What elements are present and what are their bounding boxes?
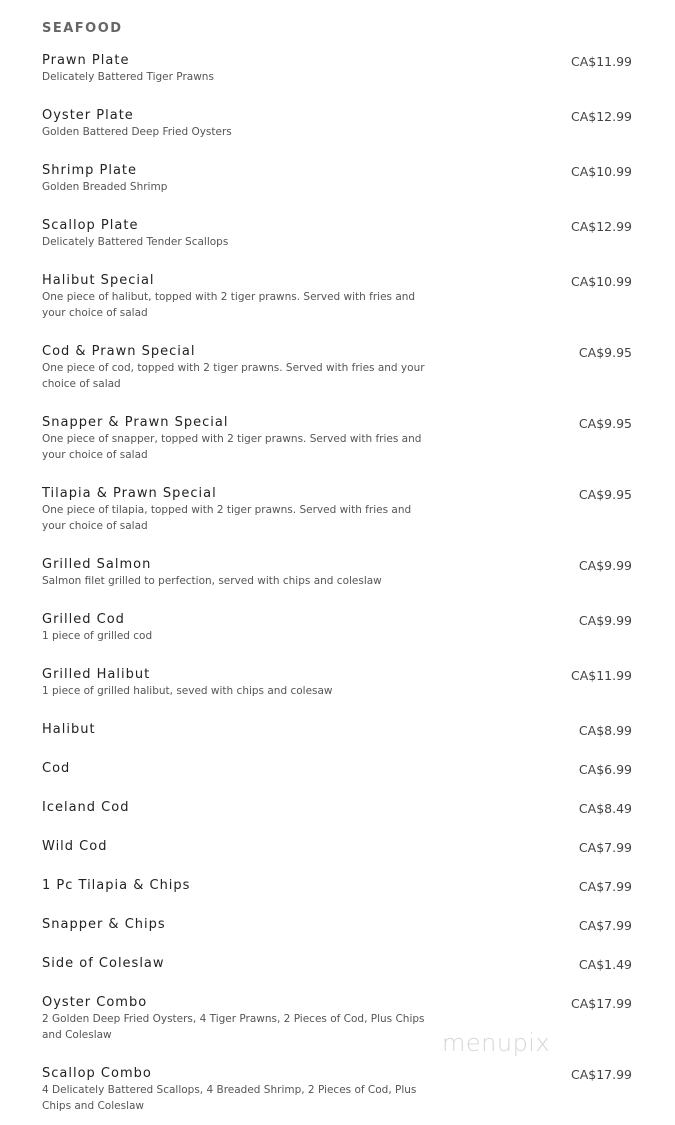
menu-item-name: Scallop Combo xyxy=(42,1066,152,1081)
menu-item xyxy=(42,557,632,589)
menu-item-name: Oyster Combo xyxy=(42,995,148,1010)
menu-item-price: CA$9.95 xyxy=(578,345,632,360)
menu-item xyxy=(42,273,632,321)
menu-item-description: 1 piece of grilled halibut, seved with chips and colesaw xyxy=(42,685,333,697)
menu-item-price: CA$9.99 xyxy=(578,558,632,573)
menu-item xyxy=(42,761,632,777)
menu-item-description: 4 Delicately Battered Scallops, 4 Breaded Shrimp, 2 Pieces of Cod, Plus Chips and Coleslaw xyxy=(42,1084,417,1112)
menu-item-name: Iceland Cod xyxy=(42,800,130,815)
menu-item xyxy=(42,839,632,855)
menu-item-description: One piece of snapper, topped with 2 tiger prawns. Served with fries and your choice of salad xyxy=(42,433,422,461)
menu-item-name: Grilled Salmon xyxy=(42,557,152,572)
menu-item-description: Delicately Battered Tender Scallops xyxy=(42,236,229,248)
menu-item-name: Snapper & Chips xyxy=(42,917,166,932)
menu-item-description: Delicately Battered Tiger Prawns xyxy=(42,71,214,83)
menu-item-price: CA$17.99 xyxy=(570,1067,632,1082)
menu-item-name: Grilled Halibut xyxy=(42,667,151,682)
menu-item-price: CA$10.99 xyxy=(570,274,632,289)
menu-item-name: Oyster Plate xyxy=(42,108,134,123)
menu-item-name: Prawn Plate xyxy=(42,53,130,68)
watermark-logo: menupix xyxy=(442,1029,551,1057)
menu-item-name: 1 Pc Tilapia & Chips xyxy=(42,878,191,893)
menu-item-name: Wild Cod xyxy=(42,839,108,854)
menu-item-price: CA$17.99 xyxy=(570,996,632,1011)
menu-item-price: CA$9.95 xyxy=(578,487,632,502)
menu-item-name: Grilled Cod xyxy=(42,612,125,627)
menu-item xyxy=(42,486,632,534)
menu-item-price: CA$7.99 xyxy=(578,918,632,933)
menu-item-price: CA$7.99 xyxy=(578,840,632,855)
menu-item-price: CA$9.95 xyxy=(578,416,632,431)
menu-item-price: CA$12.99 xyxy=(570,109,632,124)
section-title: SEAFOOD xyxy=(42,21,123,36)
menu-item xyxy=(42,612,632,644)
menu-item-price: CA$11.99 xyxy=(570,668,632,683)
menu-item-price: CA$11.99 xyxy=(570,54,632,69)
menu-item-name: Snapper & Prawn Special xyxy=(42,415,229,430)
menu-item-description: Golden Breaded Shrimp xyxy=(42,181,168,193)
menu-item-name: Halibut xyxy=(42,722,96,737)
menu-item xyxy=(42,800,632,816)
menu-item-name: Side of Coleslaw xyxy=(42,956,165,971)
menu-item xyxy=(42,218,632,250)
menu-item-description: 2 Golden Deep Fried Oysters, 4 Tiger Prawns, 2 Pieces of Cod, Plus Chips and Coleslaw xyxy=(42,1013,425,1041)
menu-item-price: CA$1.49 xyxy=(578,957,632,972)
menu-item xyxy=(42,344,632,392)
menu-item xyxy=(42,1066,632,1114)
menu-item-name: Halibut Special xyxy=(42,273,155,288)
menu-item xyxy=(42,163,632,195)
menu-item xyxy=(42,108,632,140)
menu-item-name: Cod xyxy=(42,761,71,776)
menu-item-price: CA$8.49 xyxy=(578,801,632,816)
menu-item-description: Salmon filet grilled to perfection, served with chips and coleslaw xyxy=(42,575,382,587)
menu-item xyxy=(42,956,632,972)
menu-item-name: Scallop Plate xyxy=(42,218,139,233)
menu-item xyxy=(42,667,632,699)
menu-item-description: Golden Battered Deep Fried Oysters xyxy=(42,126,232,138)
menu-item-description: One piece of tilapia, topped with 2 tiger prawns. Served with fries and your choice of salad xyxy=(42,504,412,532)
menu-item-description: One piece of cod, topped with 2 tiger prawns. Served with fries and your choice of salad xyxy=(42,362,425,390)
menu-item-name: Cod & Prawn Special xyxy=(42,344,196,359)
menu-item-description: 1 piece of grilled cod xyxy=(42,630,153,642)
menu-item-price: CA$6.99 xyxy=(578,762,632,777)
menu-item xyxy=(42,878,632,894)
menu-item-price: CA$8.99 xyxy=(578,723,632,738)
menu-item-name: Shrimp Plate xyxy=(42,163,138,178)
menu-item-name: Tilapia & Prawn Special xyxy=(42,486,217,501)
menu-item xyxy=(42,53,632,85)
menu-item-price: CA$9.99 xyxy=(578,613,632,628)
menu-item-price: CA$12.99 xyxy=(570,219,632,234)
menu-item-price: CA$10.99 xyxy=(570,164,632,179)
menu-item-description: One piece of halibut, topped with 2 tiger prawns. Served with fries and your choice of salad xyxy=(42,291,416,319)
menu-item xyxy=(42,722,632,738)
menu-item xyxy=(42,917,632,933)
menu-item xyxy=(42,415,632,463)
menu-item-price: CA$7.99 xyxy=(578,879,632,894)
